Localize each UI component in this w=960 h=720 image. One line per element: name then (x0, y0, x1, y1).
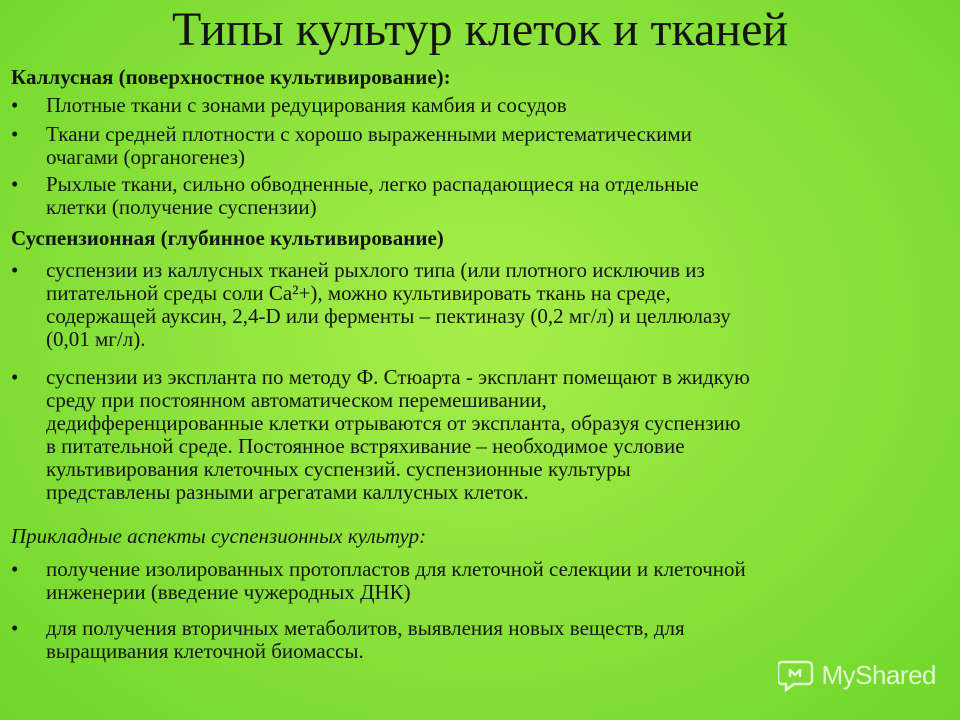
list-item (11, 123, 956, 169)
page-title: Типы культур клеток и тканей (171, 3, 789, 56)
list-item (11, 558, 956, 604)
list-item (11, 617, 956, 663)
bullet-icon: • (11, 365, 19, 389)
list-item-text: получение изолированных протопластов для клеточной селекции и клеточной инженерии (введение чужеродных ДНК) (46, 557, 746, 604)
list-item-text: Рыхлые ткани, сильно обводненные, легко распадающиеся на отдельные клетки (получение суспензии) (46, 172, 699, 219)
list-item (11, 366, 956, 504)
list-item-text: суспензии из каллусных тканей рыхлого типа (или плотного исключив из питательной среды соли Ca²+), можно культивировать ткань на среде, содержащей ауксин, 2,4-D или ферменты – пектиназу (0,2 мг/л) и целлюлазу (0,01 мг/л). (46, 258, 731, 351)
list-item (11, 259, 956, 351)
section-heading-applied: Прикладные аспекты суспензионных культур: (11, 524, 427, 548)
bullet-icon: • (11, 172, 19, 196)
bullet-icon: • (11, 122, 19, 146)
bullet-icon: • (11, 258, 19, 282)
list-item (11, 173, 956, 219)
list-item-text: Ткани средней плотности с хорошо выраженными меристематическими очагами (органогенез) (46, 122, 692, 169)
myshared-logo-icon (778, 658, 818, 692)
list-item-text: суспензии из экспланта по методу Ф. Стюарта - эксплант помещают в жидкую среду при постоянном автоматическом перемешивании, дедифференцированные клетки отрываются от эксплантa, образуя суспензию в питательной среде. Постоянное встряхивание – необходимое условие культивирования клеточных суспензий. суспензионные культуры представлены разными агрегатами каллусных клеток. (46, 365, 750, 504)
watermark (778, 658, 937, 692)
list-item-text: Плотные ткани с зонами редуцирования камбия и сосудов (46, 93, 567, 117)
section-heading-suspension: Суспензионная (глубинное культивирование) (11, 226, 444, 250)
bullet-icon: • (11, 616, 19, 640)
list-item-text: для получения вторичных метаболитов, выявления новых веществ, для выращивания клеточной биомассы. (46, 616, 685, 663)
bullet-icon: • (11, 93, 19, 117)
list-item (11, 94, 956, 117)
section-heading-callus: Каллусная (поверхностное культивирование): (11, 65, 451, 89)
watermark-text: MyShared (821, 659, 936, 690)
bullet-icon: • (11, 557, 19, 581)
